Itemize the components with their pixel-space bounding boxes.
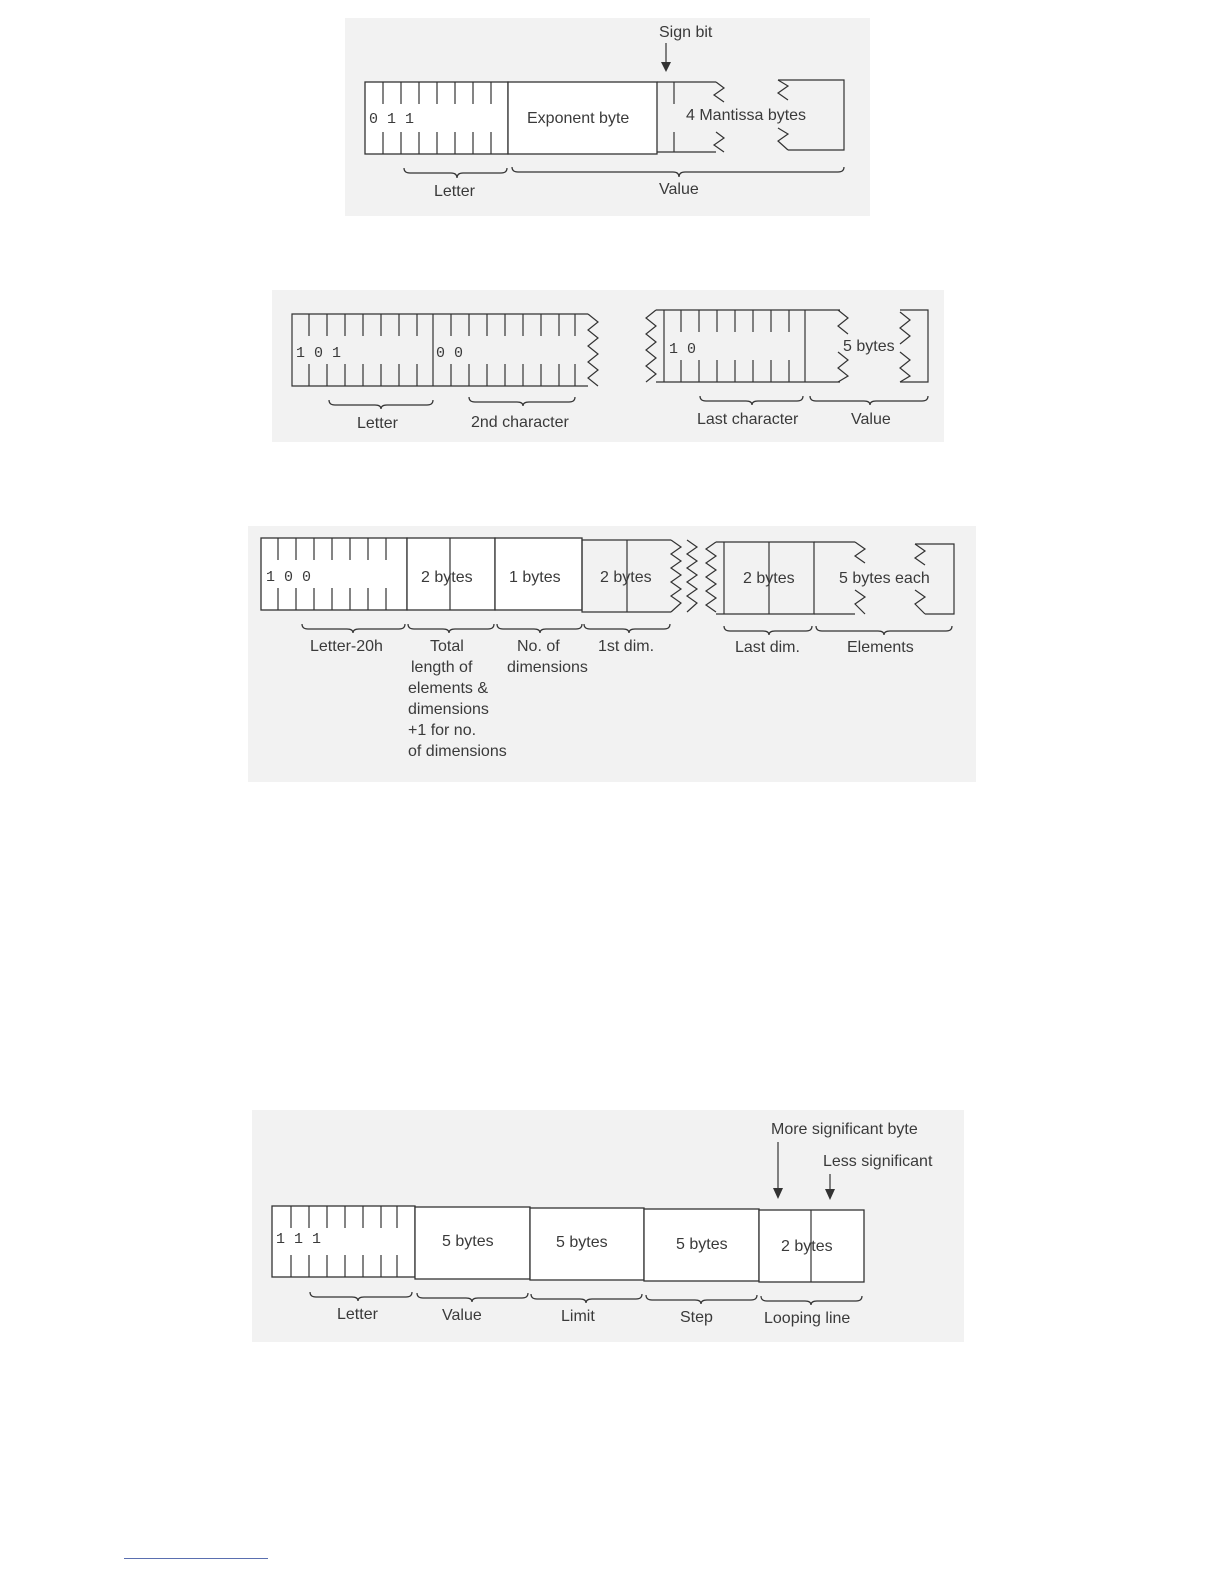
figure-2-string-variable xyxy=(292,310,928,432)
value-label: Value xyxy=(851,411,891,428)
break-value-right-top xyxy=(900,312,910,344)
value-brace xyxy=(417,1293,528,1302)
last-dim-cell-label: 2 bytes xyxy=(743,570,795,587)
last-dim-brace xyxy=(724,626,812,635)
total-length-line: dimensions xyxy=(408,701,489,718)
last-char-brace xyxy=(700,396,803,405)
letter-brace xyxy=(310,1292,412,1301)
elements-brace xyxy=(816,626,952,635)
break-right-top xyxy=(778,80,788,100)
break-last-left xyxy=(646,310,656,382)
looping-line-cell-label: 2 bytes xyxy=(781,1238,833,1255)
break-name-right xyxy=(588,314,598,386)
letter-label: Letter xyxy=(337,1306,378,1323)
looping-line-label: Looping line xyxy=(764,1310,851,1327)
break-value-right-bottom xyxy=(900,352,910,382)
dimensions-line: No. of xyxy=(517,638,560,655)
break-1 xyxy=(671,540,681,612)
break-2 xyxy=(687,540,697,612)
limit-label: Limit xyxy=(561,1308,595,1325)
break-value-bottom xyxy=(838,352,848,382)
first-dim-brace xyxy=(584,624,670,633)
second-char-label: 2nd character xyxy=(471,414,569,431)
letter-bits: 1 0 0 xyxy=(266,569,312,586)
letter-bits: 1 1 1 xyxy=(276,1231,322,1248)
last-char-bits: 1 0 xyxy=(669,341,697,358)
total-length-line: elements & xyxy=(408,680,489,697)
value-label: Value xyxy=(442,1307,482,1324)
limit-brace xyxy=(531,1294,642,1303)
exponent-label: Exponent byte xyxy=(527,110,630,127)
letter-bits: 0 1 1 xyxy=(369,111,415,128)
break-elements-right-top xyxy=(915,544,925,565)
total-length-line: +1 for no. xyxy=(408,722,477,739)
total-length-line: of dimensions xyxy=(408,743,507,760)
letter-brace xyxy=(404,168,507,178)
letter-bits: 1 0 1 xyxy=(296,345,342,362)
letter-brace xyxy=(302,624,405,633)
break-elements-bottom xyxy=(855,590,865,614)
break-left-bottom xyxy=(714,132,724,152)
first-dim-label: 1st dim. xyxy=(598,638,655,655)
total-length-line: length of xyxy=(411,659,473,676)
letter-label: Letter xyxy=(357,415,398,432)
total-length-line: Total xyxy=(430,638,464,655)
limit-cell-label: 5 bytes xyxy=(556,1234,608,1251)
value-brace xyxy=(810,396,928,405)
last-dim-label: Last dim. xyxy=(735,639,800,656)
letter-brace xyxy=(329,400,433,409)
break-right-bottom xyxy=(778,128,788,150)
value-label: Value xyxy=(659,181,699,198)
looping-line-brace xyxy=(761,1296,862,1305)
step-brace xyxy=(646,1295,757,1304)
break-left-top xyxy=(714,82,724,102)
value-cell-label: 5 bytes xyxy=(442,1233,494,1250)
sign-bit-label: Sign bit xyxy=(659,24,713,41)
break-elements-right-bottom xyxy=(915,590,925,614)
more-significant-arrowhead xyxy=(773,1188,783,1199)
value-brace xyxy=(512,167,844,177)
letter-label: Letter-20h xyxy=(310,638,383,655)
less-significant-arrowhead xyxy=(825,1189,835,1200)
letter-label: Letter xyxy=(434,183,475,200)
total-length-cell-label: 2 bytes xyxy=(421,569,473,586)
break-elements-top xyxy=(855,542,865,563)
step-cell-label: 5 bytes xyxy=(676,1236,728,1253)
step-label: Step xyxy=(680,1309,713,1326)
footnote-rule xyxy=(124,1558,268,1559)
mantissa-label: 4 Mantissa bytes xyxy=(686,107,807,124)
dimensions-label xyxy=(507,638,588,676)
dimensions-brace xyxy=(497,624,582,633)
dimensions-line: dimensions xyxy=(507,659,588,676)
more-significant-label: More significant byte xyxy=(771,1121,918,1138)
figure-1-simple-variable xyxy=(365,24,844,200)
dimensions-count-cell-label: 1 bytes xyxy=(509,569,561,586)
total-length-label xyxy=(408,638,507,760)
second-char-bits: 0 0 xyxy=(436,345,464,362)
elements-cell-label: 5 bytes each xyxy=(839,570,930,587)
break-3 xyxy=(706,542,716,612)
first-dim-cell-label: 2 bytes xyxy=(600,569,652,586)
figure-4-for-loop-variable xyxy=(272,1121,933,1327)
figure-3-array-variable xyxy=(261,538,954,760)
less-significant-label: Less significant xyxy=(823,1153,933,1170)
five-bytes-label: 5 bytes xyxy=(843,338,895,355)
second-char-brace xyxy=(469,397,575,406)
elements-label: Elements xyxy=(847,639,914,656)
break-value-top xyxy=(838,310,848,334)
sign-bit-arrowhead xyxy=(661,62,671,72)
last-char-label: Last character xyxy=(697,411,799,428)
total-length-brace xyxy=(408,624,494,633)
